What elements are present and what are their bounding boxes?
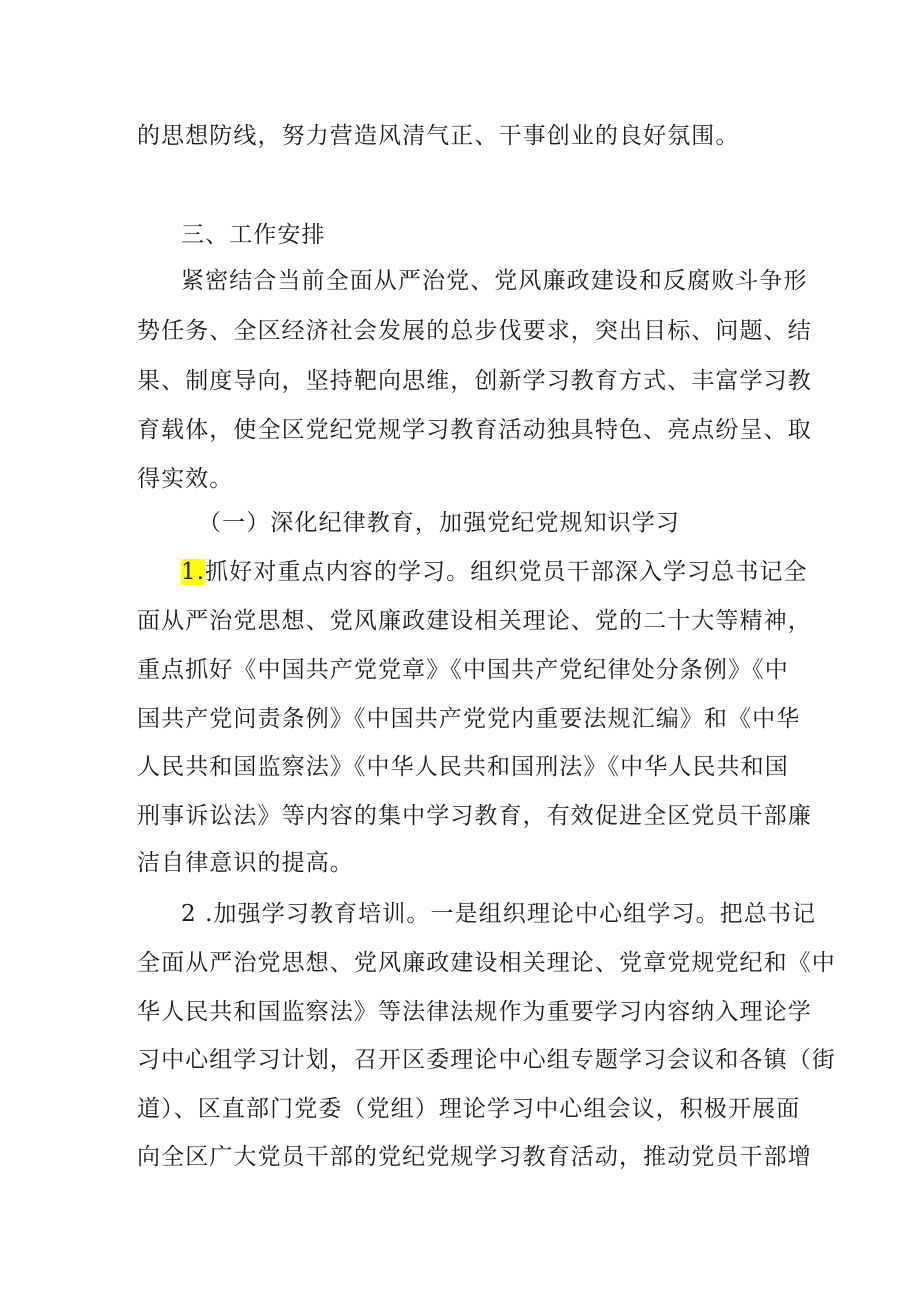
item1-line: 刑事诉讼法》等内容的集中学习教育，有效促进全区党员干部廉 (137, 803, 812, 829)
item2-line: 全面从严治党思想、党风廉政建设相关理论、党章党规党纪和《中 (137, 950, 836, 976)
item2-line: 华人民共和国监察法》等法律法规作为重要学习内容纳入理论学 (137, 999, 812, 1025)
item1-line (181, 557, 808, 587)
item2-line: 道）、区直部门党委（党组）理论学习中心组会议，积极开展面 (137, 1096, 801, 1122)
main-paragraph-line: 果、制度导向，坚持靶向思维，创新学习教育方式、丰富学习教 (137, 368, 812, 394)
item2-line: 习中心组学习计划，召开区委理论中心组专题学习会议和各镇（街 (137, 1047, 836, 1073)
item1-line: 重点抓好《中国共产党党章》《中国共产党纪律处分条例》《中 (137, 657, 789, 683)
main-paragraph-line: 育载体，使全区党纪党规学习教育活动独具特色、亮点纷呈、取 (137, 417, 812, 443)
item2-line: 2 .加强学习教育培训。一是组织理论中心组学习。把总书记 (181, 901, 817, 927)
item1-line: 洁自律意识的提高。 (137, 850, 354, 876)
section-heading: 三、工作安排 (181, 222, 326, 248)
main-paragraph-line: 得实效。 (137, 466, 234, 492)
item1-line: 国共产党问责条例》《中国共产党党内重要法规汇编》和《中华 (137, 706, 801, 732)
item1-number-highlight: 1. (181, 559, 206, 585)
main-paragraph-line: 势任务、全区经济社会发展的总步伐要求，突出目标、问题、结 (137, 318, 812, 344)
main-paragraph-line: 紧密结合当前全面从严治党、党风廉政建设和反腐败斗争形 (181, 268, 808, 294)
item1-line: 人民共和国监察法》《中华人民共和国刑法》《中华人民共和国 (137, 754, 789, 780)
intro-paragraph-line: 的思想防线，努力营造风清气正、干事创业的良好氛围。 (137, 123, 740, 149)
item1-line: 面从严治党思想、党风廉政建设相关理论、党的二十大等精神， (137, 608, 812, 634)
item1-text: 抓好对重点内容的学习。组织党员干部深入学习总书记全 (205, 559, 808, 585)
subsection-heading: （一）深化纪律教育，加强党纪党规知识学习 (198, 510, 680, 536)
item2-line: 向全区广大党员干部的党纪党规学习教育活动，推动党员干部增 (137, 1144, 812, 1170)
